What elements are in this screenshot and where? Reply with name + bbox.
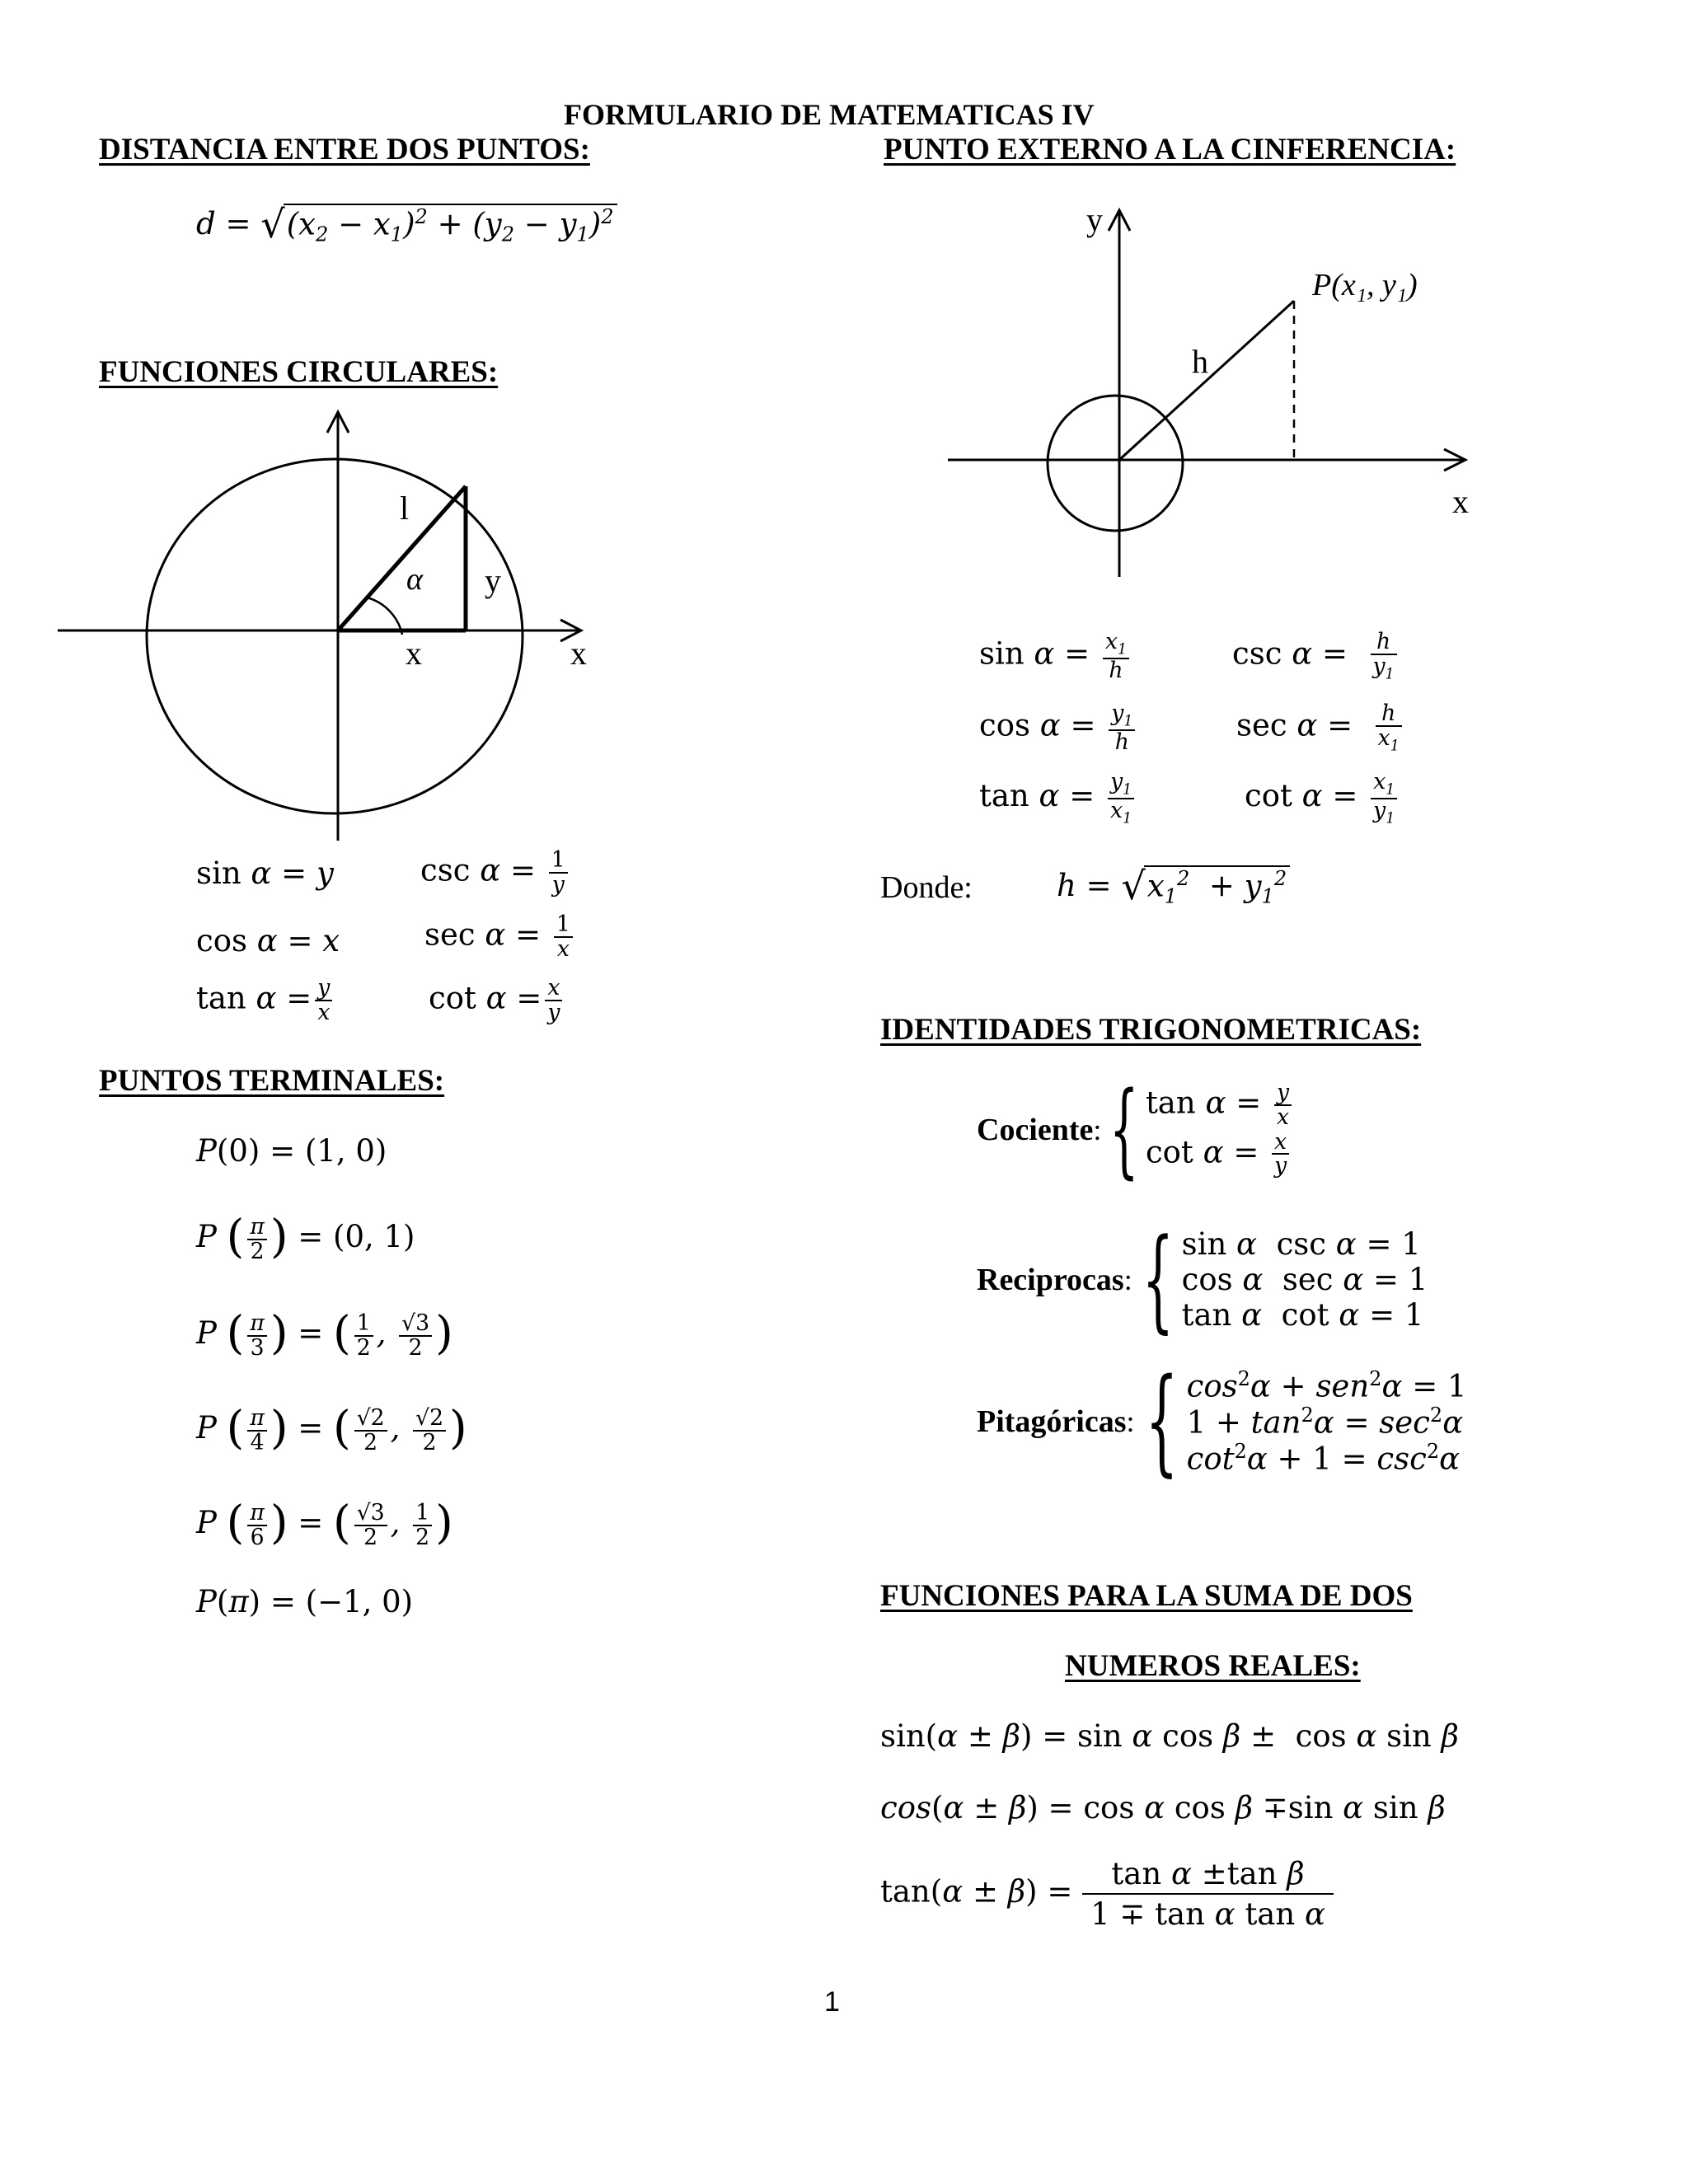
formula-tan-y1x1: tan α = $\frac{y_1}{x_1}$ [979, 771, 1137, 826]
formula-cos-y1h: cos α = $\frac{y_1}{h}$ [979, 702, 1138, 753]
sum-heading-line1: FUNCIONES PARA LA SUMA DE DOS [880, 1579, 1413, 1613]
formula-csc-hy1: csc α = $\frac{h}{y_1}$ [1232, 630, 1400, 682]
identities-heading: IDENTIDADES TRIGONOMETRICAS: [880, 1013, 1422, 1047]
external-point-diagram [940, 198, 1500, 593]
formula-tan-yx: tan α = $\frac{y}{x}$ [196, 977, 335, 1024]
sum-sin-formula: sin(α ± β) = sin α cos β ± cos α sin β [880, 1718, 1459, 1754]
point-label: P(x₁, y₁) [1312, 268, 1418, 302]
hyp-label: l [400, 490, 410, 527]
distance-heading: DISTANCIA ENTRE DOS PUNTOS: [99, 133, 590, 166]
formula-cos-x: cos α = x [196, 923, 340, 958]
terminal-point-pi3: P ( $\frac{\pi}{3}$ ) = ( $\frac{1}{2}$ , $\frac{√3}{2}$ ) [196, 1306, 453, 1361]
angle-label: α [406, 562, 423, 597]
donde-label: Donde: [880, 870, 973, 905]
terminal-point-pi4: P ( $\frac{\pi}{4}$ ) = ( $\frac{√2}{2}$ , $\frac{√2}{2}$ ) [196, 1401, 467, 1455]
opp-label: y [485, 562, 501, 599]
formula-sin-x1h: sin α = $\frac{x_1}{h}$ [979, 630, 1132, 682]
reciprocas-group: Reciprocas : { sin α csc α = 1 cos α sec α = 1 tan α cot α = 1 [977, 1215, 1428, 1344]
formula-cot-x1y1: cot α = $\frac{x_1}{y_1}$ [1245, 771, 1400, 826]
formula-cot-xy: cot α = $\frac{x}{y}$ [429, 977, 565, 1024]
reciprocas-label: Reciprocas [977, 1262, 1124, 1297]
unit-circle-diagram [49, 404, 610, 849]
cociente-group: Cociente : { tan α = $\frac{y}{x}$ cot α = $\frac{x}{y}$ [977, 1078, 1295, 1181]
terminal-point-0: P(0) = (1, 0) [196, 1133, 387, 1169]
sum-tan-formula: tan(α ± β) = $\frac{\text{tan α ±tan β}}{\text{1 ∓ tan α tan α}}$ [880, 1854, 1334, 1933]
external-point-heading: PUNTO EXTERNO A LA CINFERENCIA: [884, 133, 1456, 166]
terminal-points-heading: PUNTOS TERMINALES: [99, 1064, 445, 1098]
y-axis-label: y [1086, 201, 1103, 238]
sum-cos-formula: cos(α ± β) = cos α cos β ∓sin α sin β [880, 1790, 1446, 1825]
donde-formula: $h = √x_1^2 + y_1^2$ [1057, 864, 1290, 908]
adj-label: x [406, 635, 422, 672]
terminal-point-pi: P(π) = (−1, 0) [196, 1584, 414, 1619]
terminal-point-pi2: P ( $\frac{\pi}{2}$ ) = (0, 1) [196, 1210, 415, 1264]
x-axis-label-right: x [1452, 483, 1469, 520]
sum-heading-line2: NUMEROS REALES: [1065, 1649, 1361, 1683]
page-title: FORMULARIO DE MATEMATICAS IV [564, 98, 1095, 131]
x-axis-label: x [570, 635, 587, 672]
pitagoricas-label: Pitagóricas [977, 1404, 1127, 1439]
distance-formula: $d = √(x_2 - x_1)^2 + (y_2 - y_1)^2$ [196, 202, 617, 246]
h-label: h [1192, 343, 1208, 380]
circular-functions-heading: FUNCIONES CIRCULARES: [99, 355, 499, 389]
formula-csc-1y: csc α = $\frac{1}{y}$ [420, 849, 571, 897]
cociente-label: Cociente [977, 1112, 1094, 1147]
page-number: 1 [824, 1986, 840, 2018]
formula-sec-1x: sec α = $\frac{1}{x}$ [424, 913, 576, 961]
formula-sin-y: sin α = y [196, 855, 334, 891]
pitagoricas-group: Pitagóricas : { $\cos^2\alpha + sen^2\alpha = 1$ $1 + \tan^2\alpha = \sec^2\alpha$ $\cot^2\alpha + 1 = \csc^2\alpha$ [977, 1354, 1467, 1488]
formula-sec-hx1: sec α = $\frac{h}{x_1}$ [1236, 702, 1405, 753]
terminal-point-pi6: P ( $\frac{\pi}{6}$ ) = ( $\frac{√3}{2}$ , $\frac{1}{2}$ ) [196, 1496, 453, 1550]
